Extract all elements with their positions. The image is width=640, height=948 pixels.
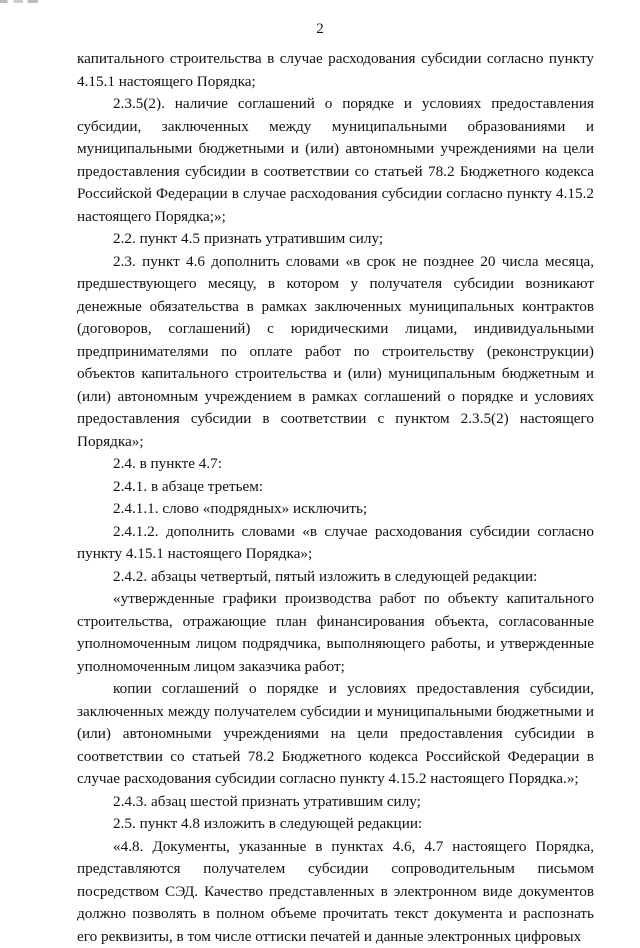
paragraph: 2.5. пункт 4.8 изложить в следующей редакции: xyxy=(77,813,594,836)
paragraph: 2.4.1. в абзаце третьем: xyxy=(77,476,594,499)
paragraph: 2.4.1.2. дополнить словами «в случае расходования субсидии согласно пункту 4.15.1 настоящего Порядка»; xyxy=(77,521,594,566)
paragraph: 2.4.3. абзац шестой признать утратившим силу; xyxy=(77,791,594,814)
paragraph: 2.2. пункт 4.5 признать утратившим силу; xyxy=(77,228,594,251)
paragraph: 2.4.1.1. слово «подрядных» исключить; xyxy=(77,498,594,521)
paragraph: 2.4.2. абзацы четвертый, пятый изложить в следующей редакции: xyxy=(77,566,594,589)
paragraph: 2.3.5(2). наличие соглашений о порядке и условиях предоставления субсидии, заключенных между муниципальными образованиями и муниципальными бюджетными и (или) автономными учреждениями на цели предоставления субсидии в соответствии со статьей 78.2 Бюджетного кодекса Российской Федерации в случае расходования субсидии согласно пункту 4.15.2 настоящего Порядка;»; xyxy=(77,93,594,228)
paragraph: «4.8. Документы, указанные в пунктах 4.6, 4.7 настоящего Порядка, представляются получателем субсидии сопроводительным письмом посредством СЭД. Качество представленных в электронном виде документов должно позволять в полном объеме прочитать текст документа и распознать его реквизиты, в том числе оттиски печатей и данные электронных цифровых xyxy=(77,836,594,948)
paragraph: копии соглашений о порядке и условиях предоставления субсидии, заключенных между получателем субсидии и муниципальными бюджетными и (или) автономными учреждениями на цели предоставления субсидии в соответствии со статьей 78.2 Бюджетного кодекса Российской Федерации в случае расходования субсидии согласно пункту 4.15.2 настоящего Порядка.»; xyxy=(77,678,594,791)
paragraph: 2.3. пункт 4.6 дополнить словами «в срок не позднее 20 числа месяца, предшествующего месяцу, в котором у получателя субсидии возникают денежные обязательства в рамках заключенных муниципальных контрактов (договоров, соглашений) с юридическими лицами, индивидуальными предпринимателями по оплате работ по строительству (реконструкции) объектов капитального строительства и (или) муниципальным бюджетным и (или) автономным учреждением в рамках соглашений о порядке и условиях предоставления субсидии в соответствии с пунктом 2.3.5(2) настоящего Порядка»; xyxy=(77,251,594,454)
scan-edge-mark xyxy=(0,0,38,3)
document-body xyxy=(77,48,594,948)
paragraph: 2.4. в пункте 4.7: xyxy=(77,453,594,476)
paragraph: «утвержденные графики производства работ по объекту капитального строительства, отражающие план финансирования объекта, согласованные уполномоченным лицом подрядчика, выполняющего работы, и утвержденные уполномоченным лицом заказчика работ; xyxy=(77,588,594,678)
page-number: 2 xyxy=(0,20,640,38)
paragraph: капитального строительства в случае расходования субсидии согласно пункту 4.15.1 настоящего Порядка; xyxy=(77,48,594,93)
